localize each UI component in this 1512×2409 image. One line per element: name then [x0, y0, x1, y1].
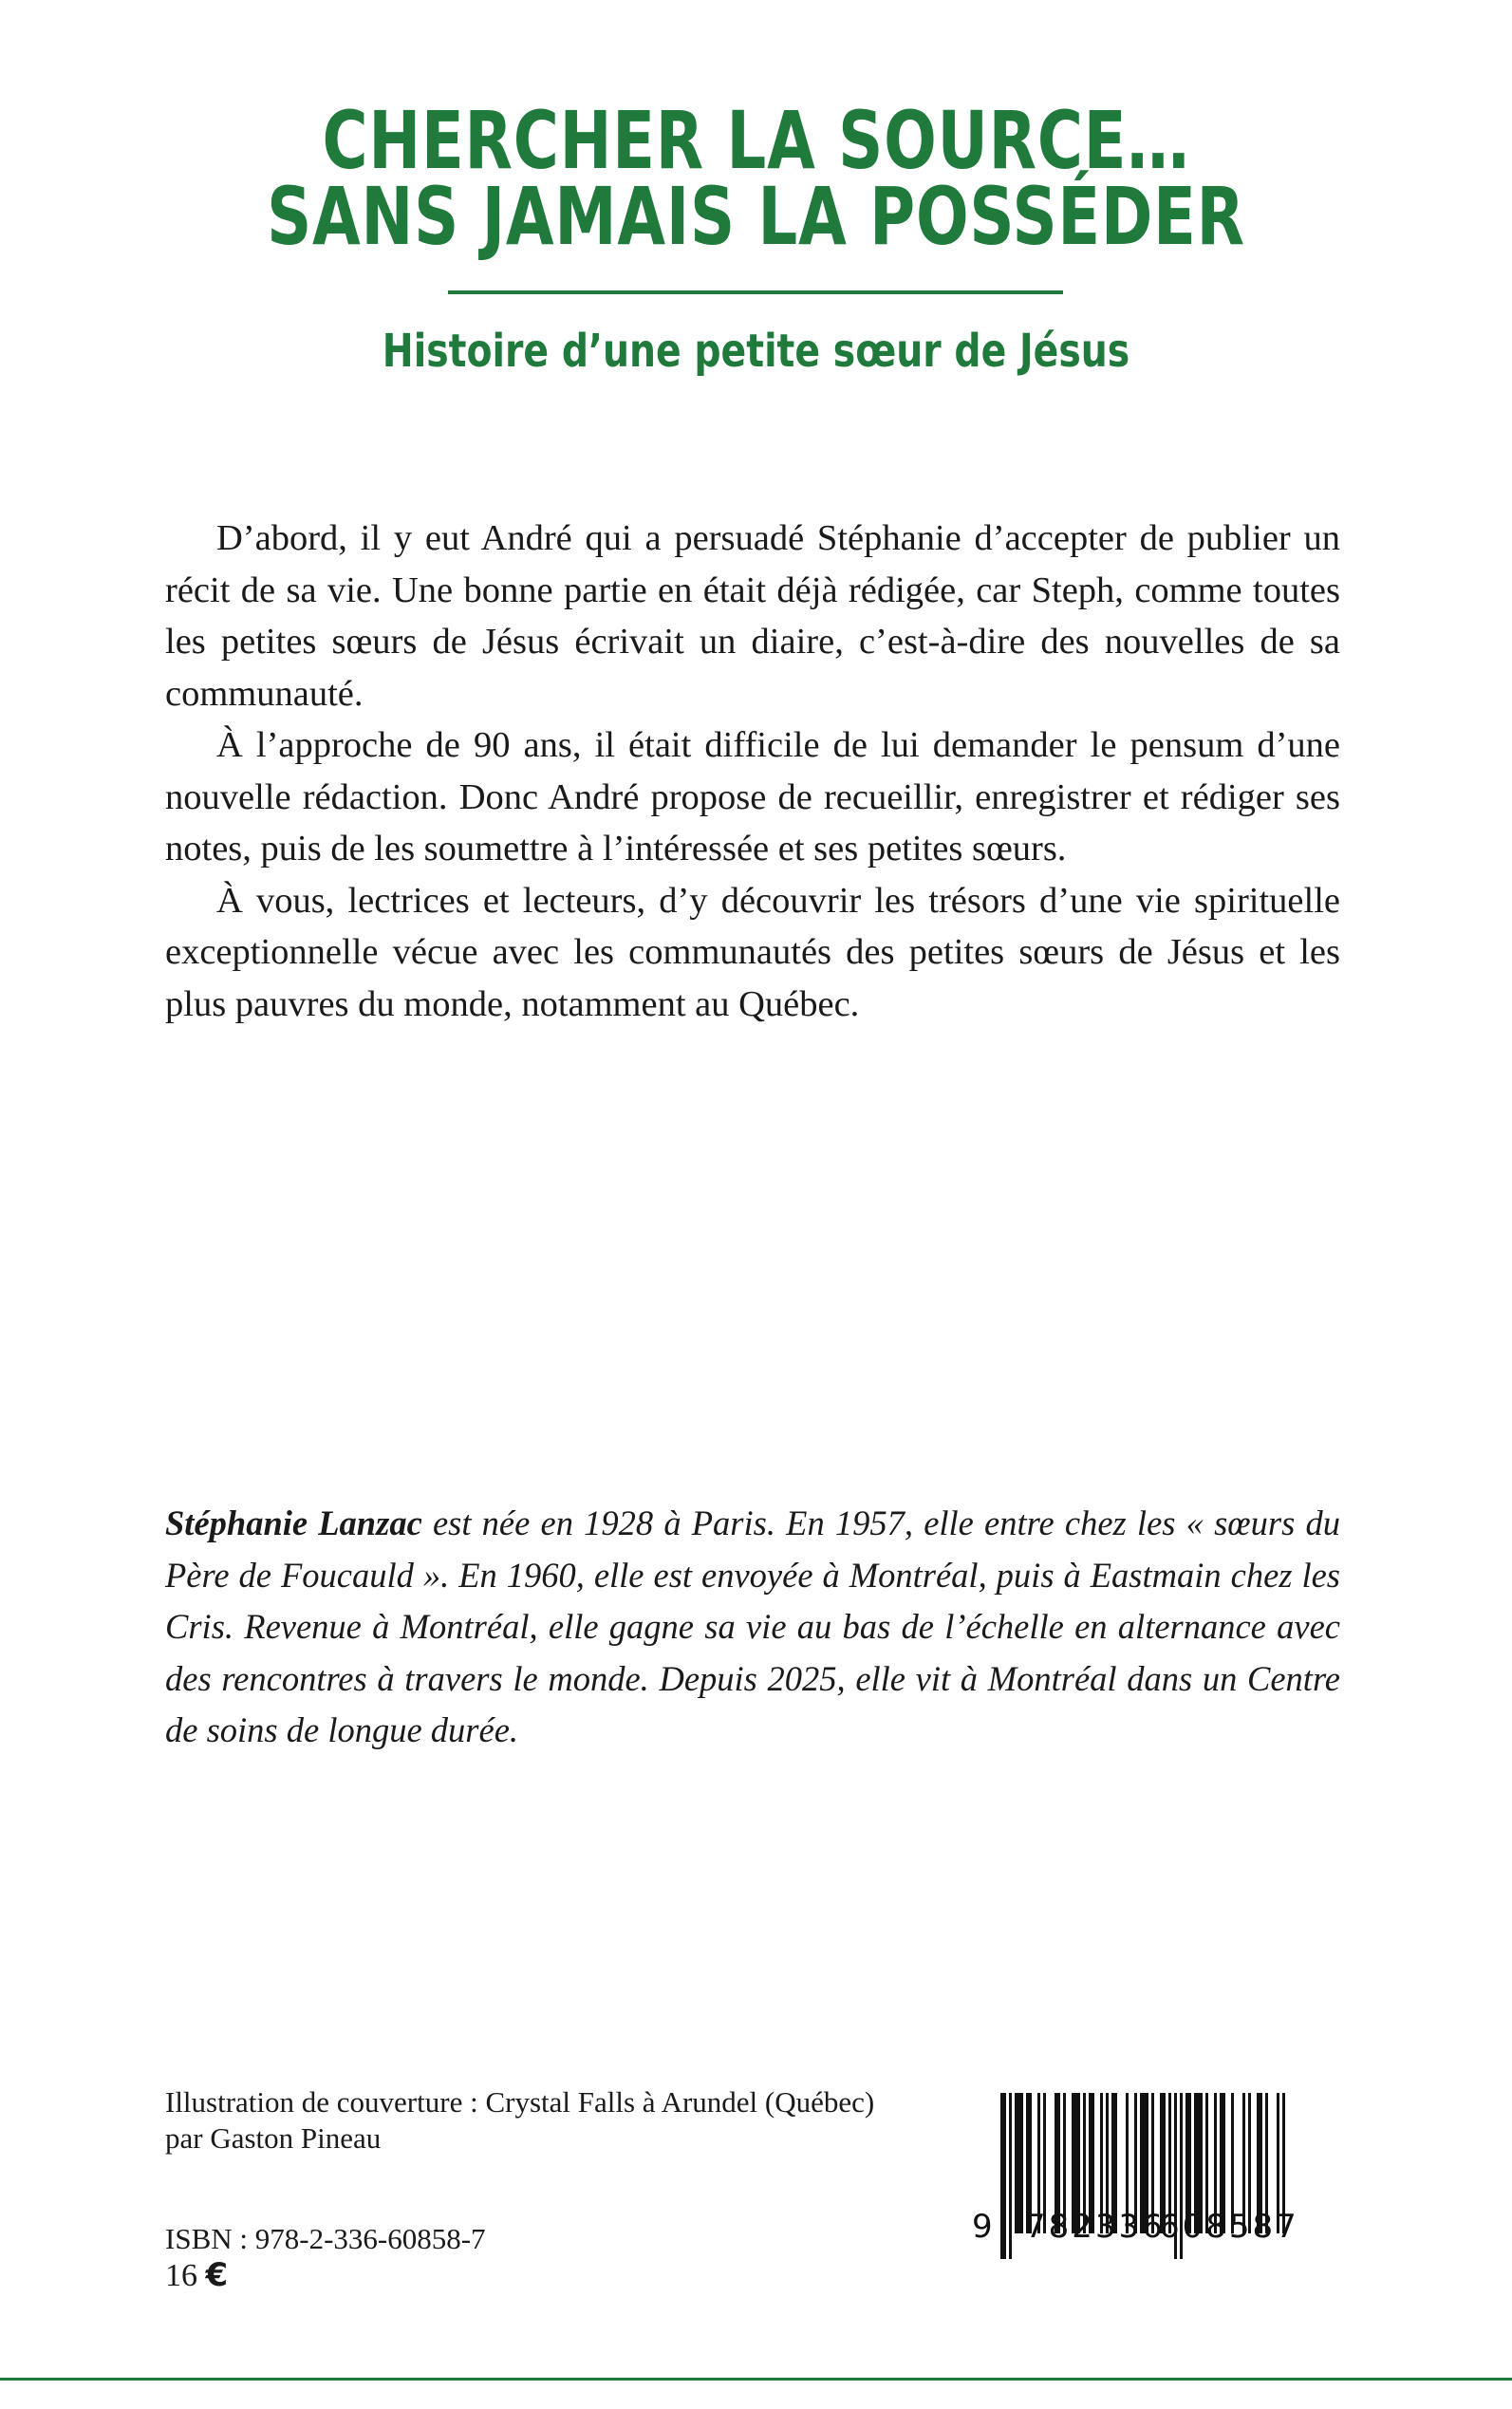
- price: [165, 2257, 486, 2294]
- title-divider: [448, 290, 1063, 294]
- cover-credits: [165, 2084, 874, 2157]
- barcode: [968, 2093, 1293, 2292]
- title-line-1: CHERCHER LA SOURCE…: [322, 94, 1190, 187]
- summary-paragraph-3: À vous, lectrices et lecteurs, d’y découvrir les trésors d’une vie spirituelle exceptionnelle vécue avec les communautés des petites sœurs de Jésus et les plus pauvres du monde, notamment au Québec.: [165, 880, 1340, 1024]
- author-name: Stéphanie Lanzac: [165, 1503, 422, 1542]
- author-bio: [165, 1498, 1340, 1757]
- barcode-digits-left: 782336: [1025, 2208, 1166, 2246]
- barcode-digit-first: 9: [972, 2208, 996, 2246]
- cover-credit-line-1: Illustration de couverture : Crystal Falls à Arundel (Québec): [165, 2085, 875, 2119]
- cover-credit-line-2: par Gaston Pineau: [165, 2121, 382, 2155]
- summary-paragraph-1: D’abord, il y eut André qui a persuadé Stéphanie d’accepter de publier un récit de sa vie. Une bonne partie en était déjà rédigée, car Steph, comme toutes les petites sœurs de Jésus écrivait un diaire, c’est-à-dire des nouvelles de sa communauté.: [165, 518, 1340, 714]
- bottom-divider: [0, 2378, 1512, 2381]
- barcode-bar: [1009, 2093, 1012, 2259]
- summary-paragraph-2: À l’approche de 90 ans, il était difficile de lui demander le pensum d’une nouvelle rédaction. Donc André propose de recueillir, enregistrer et rédiger ses notes, puis de les soumettre à l’intéressée et ses petites sœurs.: [165, 725, 1340, 868]
- title-line-2: SANS JAMAIS LA POSSÉDER: [267, 170, 1245, 263]
- barcode-bar: [1015, 2093, 1023, 2233]
- author-bio-text: est née en 1928 à Paris. En 1957, elle entre chez les « sœurs du Père de Foucauld ». En 1960, elle est envoyée à Montréal, puis à Eastmain chez les Cris. Revenue à Montréal, elle gagne sa vie au bas de l’échelle en alternance avec des rencontres à travers le monde. Depuis 2025, elle vit à Montréal dans un Centre de soins de longue durée.: [165, 1503, 1340, 1749]
- barcode-bar: [1000, 2093, 1006, 2259]
- isbn-label: ISBN : 978-2-336-60858-7: [165, 2222, 486, 2255]
- barcode-digits-right: 608587: [1159, 2208, 1299, 2246]
- summary-text: [165, 513, 1340, 1030]
- price-currency: €: [205, 2256, 229, 2294]
- price-amount: 16: [165, 2258, 197, 2293]
- publication-info: [165, 2221, 486, 2294]
- subtitle: Histoire d’une petite sœur de Jésus: [382, 325, 1130, 378]
